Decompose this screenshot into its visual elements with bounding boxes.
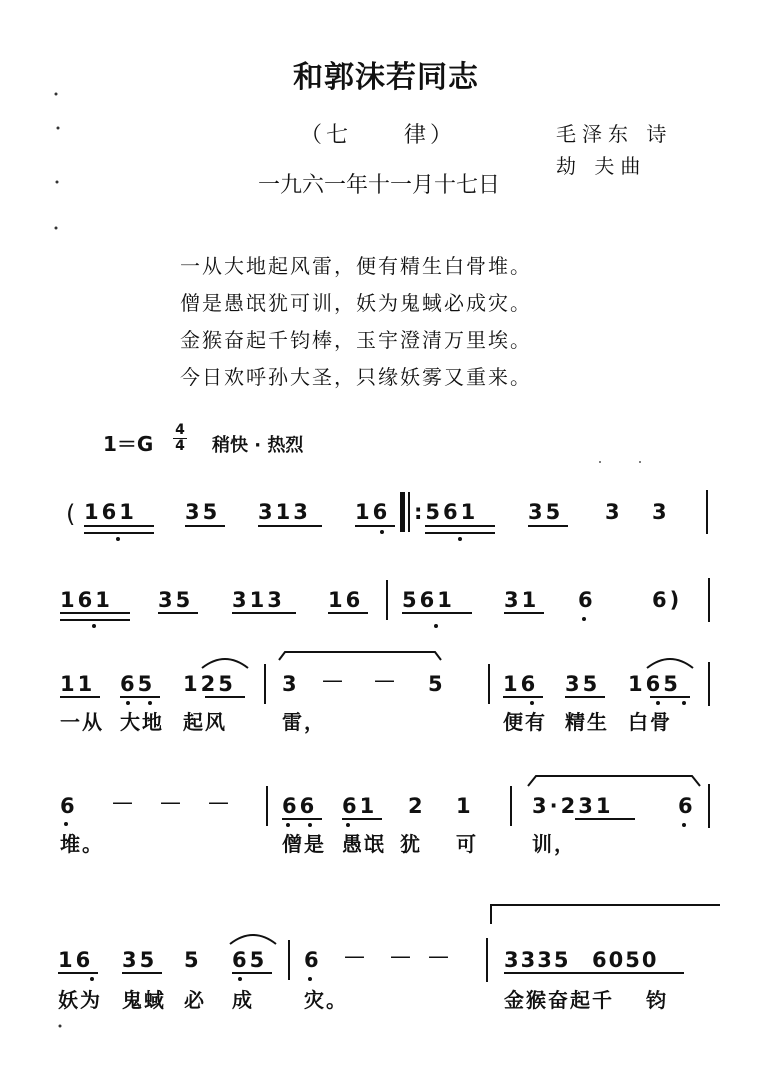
note-group: 165: [628, 672, 681, 696]
barline: [708, 662, 710, 706]
lyric: 妖为: [58, 988, 102, 1012]
low-octave-dot: [656, 701, 660, 705]
underline: [425, 532, 495, 534]
underline: [575, 818, 635, 820]
note-group: 31: [504, 588, 540, 612]
lyric: 鬼蜮: [122, 988, 166, 1012]
note-group: 35: [565, 672, 601, 696]
underline: [60, 696, 100, 698]
note-group: 6: [578, 588, 596, 612]
dash: —: [374, 668, 398, 692]
barline: [288, 940, 290, 980]
note-group: 35: [528, 500, 564, 524]
low-octave-dot: [90, 977, 94, 981]
lyric: 起风: [183, 710, 227, 734]
note-group: 11: [60, 672, 96, 696]
low-octave-dot: [380, 530, 384, 534]
note-group: 66: [282, 794, 318, 818]
low-octave-dot: [148, 701, 152, 705]
lyric: 钧: [646, 988, 668, 1012]
note-group: 5: [428, 672, 446, 696]
low-octave-dot: [64, 822, 68, 826]
time-signature: [173, 422, 187, 454]
low-octave-dot: [308, 823, 312, 827]
underline: [328, 612, 368, 614]
note-group: 125: [183, 672, 236, 696]
lyricist-credit: 毛泽东 诗: [556, 122, 673, 146]
note-group: 561: [402, 588, 455, 612]
low-octave-dot: [458, 537, 462, 541]
slur: [200, 654, 250, 670]
low-octave-dot: [434, 624, 438, 628]
song-title: 和郭沫若同志: [293, 60, 479, 95]
lyric: 精生: [565, 710, 609, 734]
bracket-hook: [490, 904, 492, 924]
note-group: 16: [328, 588, 364, 612]
note-group: :561: [414, 500, 479, 524]
open-paren: (: [66, 500, 79, 528]
lyric: 犹: [400, 832, 422, 856]
underline: [185, 525, 225, 527]
lyric: 必: [184, 988, 206, 1012]
lyric: 金猴奋起千: [504, 988, 614, 1012]
lyric: 大地: [120, 710, 164, 734]
underline: [122, 972, 162, 974]
lyric: 愚氓: [342, 832, 386, 856]
note-group: 65: [232, 948, 268, 972]
note-group: 3: [605, 500, 623, 524]
tempo-marking: 稍快 · 热烈: [212, 435, 304, 456]
underline: [650, 696, 690, 698]
song-subtitle: （七 律）: [300, 123, 457, 148]
note-group: 313: [258, 500, 311, 524]
underline: [355, 525, 395, 527]
poem-line: 一从大地起风雷，便有精生白骨堆。: [180, 254, 532, 278]
underline: [232, 612, 296, 614]
repeat-barline-thin: [408, 492, 410, 532]
dash: —: [322, 668, 346, 692]
underline: [258, 525, 322, 527]
note-group: 35: [158, 588, 194, 612]
note-group: 161: [60, 588, 113, 612]
barline: [708, 578, 710, 622]
low-octave-dot: [682, 701, 686, 705]
low-octave-dot: [126, 701, 130, 705]
low-octave-dot: [92, 624, 96, 628]
note-group: 3: [652, 500, 670, 524]
dash: —: [112, 790, 136, 814]
tie-arc: [275, 648, 445, 664]
repeat-barline: [400, 492, 405, 532]
underline: [402, 612, 472, 614]
low-octave-dot: [346, 823, 350, 827]
underline: [60, 619, 130, 621]
note-group: 3: [282, 672, 300, 696]
time-signature-bottom: 4: [175, 438, 185, 454]
poem-line: 僧是愚氓犹可训，妖为鬼蜮必成灾。: [180, 291, 532, 315]
composition-date: 一九六一年十一月十七日: [258, 173, 501, 198]
low-octave-dot: [286, 823, 290, 827]
underline: [425, 525, 495, 527]
note-group: 6): [652, 588, 683, 612]
note-group: 161: [84, 500, 137, 524]
note-group: 3335: [504, 948, 571, 972]
low-octave-dot: [682, 823, 686, 827]
underline: [503, 696, 543, 698]
composer-credit: 劫 夫曲: [556, 154, 647, 178]
lyric: 成: [232, 988, 254, 1012]
lyric: 训，: [532, 832, 576, 856]
lyric: 雷，: [282, 710, 326, 734]
slur: [645, 654, 695, 670]
note-group: 35: [185, 500, 221, 524]
barline: [386, 580, 388, 620]
note-group: 3·231: [532, 794, 614, 818]
note-group: 2: [408, 794, 426, 818]
bracket-line: [490, 904, 720, 906]
underline: [84, 532, 154, 534]
note-group: 16: [503, 672, 539, 696]
dash: —: [390, 944, 414, 968]
key-signature: 1＝G: [103, 432, 154, 456]
time-signature-line: [173, 438, 187, 439]
lyric: 一从: [60, 710, 104, 734]
barline: [488, 664, 490, 704]
underline: [84, 525, 154, 527]
underline: [158, 612, 198, 614]
low-octave-dot: [238, 977, 242, 981]
underline: [58, 972, 98, 974]
low-octave-dot: [530, 701, 534, 705]
lyric: 可: [456, 832, 478, 856]
underline: [342, 818, 382, 820]
underline: [504, 972, 684, 974]
dash: —: [428, 944, 452, 968]
barline: [708, 784, 710, 828]
barline: [486, 938, 488, 982]
barline: [264, 664, 266, 704]
dash: —: [344, 944, 368, 968]
dash: —: [160, 790, 184, 814]
lyric: 便有: [503, 710, 547, 734]
barline: [266, 786, 268, 826]
low-octave-dot: [308, 977, 312, 981]
note-group: 6: [60, 794, 78, 818]
note-group: 35: [122, 948, 158, 972]
note-group: 16: [355, 500, 391, 524]
time-signature-top: 4: [175, 422, 185, 438]
note-group: 6050: [592, 948, 659, 972]
low-octave-dot: [116, 537, 120, 541]
lyric: 堆。: [60, 832, 104, 856]
underline: [232, 972, 272, 974]
underline: [120, 696, 160, 698]
slur: [228, 930, 278, 946]
lyric: 灾。: [304, 988, 348, 1012]
barline: [706, 490, 708, 534]
underline: [282, 818, 322, 820]
note-group: 5: [184, 948, 202, 972]
low-octave-dot: [582, 617, 586, 621]
note-group: 313: [232, 588, 285, 612]
underline: [528, 525, 568, 527]
poem-line: 金猴奋起千钧棒，玉宇澄清万里埃。: [180, 328, 532, 352]
dash: —: [208, 790, 232, 814]
note-group: 1: [456, 794, 474, 818]
lyric: 白骨: [628, 710, 672, 734]
barline: [510, 786, 512, 826]
underline: [504, 612, 544, 614]
underline: [565, 696, 605, 698]
note-group: 6: [678, 794, 696, 818]
poem-line: 今日欢呼孙大圣，只缘妖雾又重来。: [180, 365, 532, 389]
note-group: 65: [120, 672, 156, 696]
underline: [60, 612, 130, 614]
underline: [205, 696, 245, 698]
note-group: 6: [304, 948, 322, 972]
note-group: 16: [58, 948, 94, 972]
lyric: 僧是: [282, 832, 326, 856]
note-group: 61: [342, 794, 378, 818]
tie-arc: [524, 770, 704, 790]
